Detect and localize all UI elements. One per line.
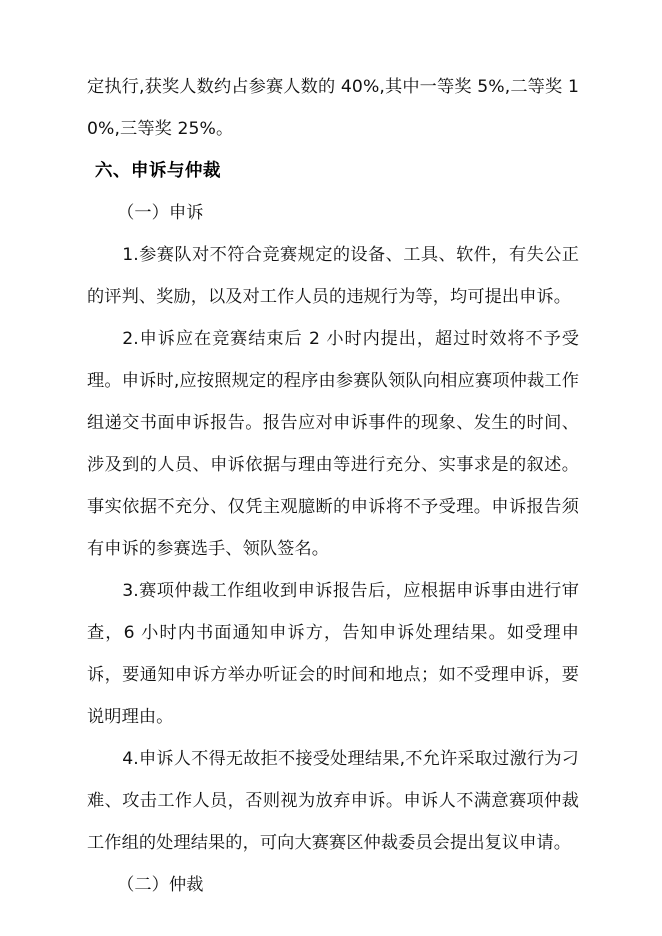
appeal-item-4: 4.申诉人不得无故拒不接受处理结果,不允许采取过激行为刁难、攻击工作人员，否则视为放弃申诉。申诉人不满意赛项仲裁工作组的处理结果的，可向大赛赛区仲裁委员会提出复议申请。 — [87, 749, 579, 853]
subheading-arbitration: （二）仲裁 — [117, 875, 204, 895]
page-text-content — [87, 66, 579, 906]
appeal-item-3: 3.赛项仲裁工作组收到申诉报告后，应根据申诉事由进行审查，6 小时内书面通知申诉方，告知申诉处理结果。如受理申诉，要通知申诉方举办听证会的时间和地点；如不受理申诉，要说明理由。 — [87, 581, 579, 727]
subheading-appeal: （一）申诉 — [117, 203, 204, 223]
paragraph-award-ratio: 定执行,获奖人数约占参赛人数的 40%,其中一等奖 5%,二等奖 10%,三等奖 25%。 — [87, 77, 579, 139]
appeal-item-2: 2.申诉应在竞赛结束后 2 小时内提出，超过时效将不予受理。申诉时,应按照规定的程序由参赛队领队向相应赛项仲裁工作组递交书面申诉报告。报告应对申诉事件的现象、发生的时间、涉及到的人员、申诉依据与理由等进行充分、实事求是的叙述。事实依据不充分、仅凭主观臆断的申诉将不予受理。申诉报告须有申诉的参赛选手、领队签名。 — [87, 329, 579, 559]
appeal-item-1: 1.参赛队对不符合竞赛规定的设备、工具、软件，有失公正的评判、奖励，以及对工作人员的违规行为等，均可提出申诉。 — [87, 245, 579, 307]
section-heading-appeal-arbitration: 六、申诉与仲裁 — [94, 161, 221, 181]
